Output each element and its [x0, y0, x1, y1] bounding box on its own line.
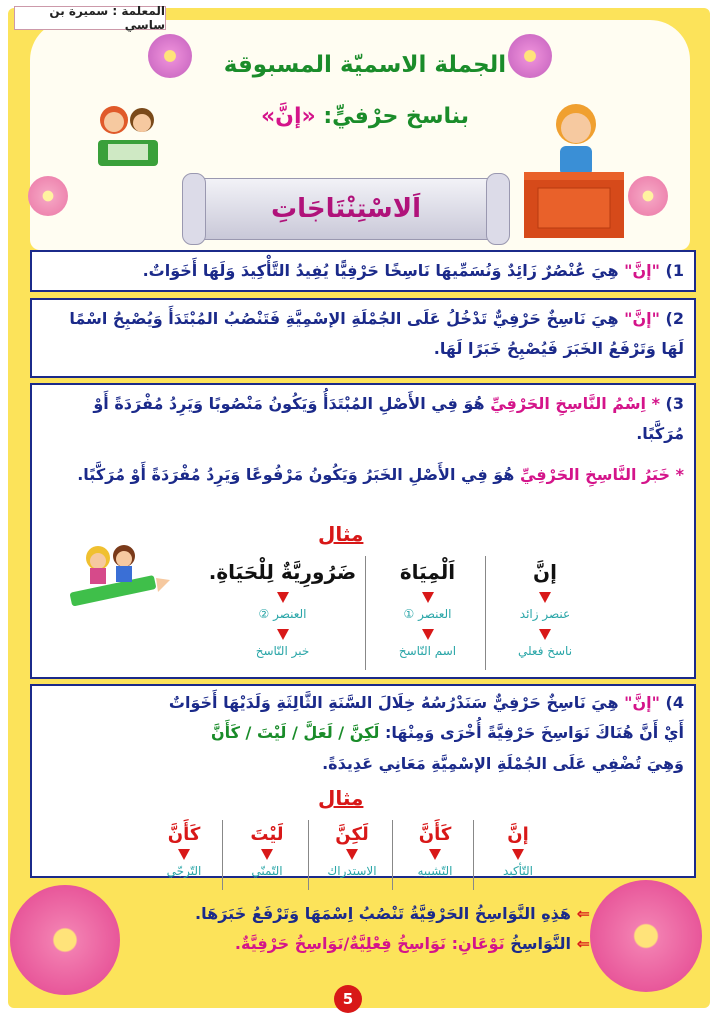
point-number: 2) — [665, 309, 684, 328]
example-2-title: مثال — [318, 786, 364, 810]
point-number: 3) — [665, 394, 684, 413]
example-2-column — [226, 824, 308, 878]
example-1-type: اسم النّاسخ — [398, 644, 457, 658]
example-2-column — [146, 824, 222, 878]
example-2-word: لَيْتَ — [250, 824, 284, 845]
example-1-role: العنصر ② — [258, 607, 307, 621]
page-number: 5 — [334, 985, 362, 1013]
flower-decoration — [28, 176, 68, 216]
inna-sisters-list: لَكِنَّ / لَعَلَّ / لَيْتَ / كَأَنَّ — [211, 723, 380, 743]
noun-of-abrogator-text: هُوَ فِي الأَصْلِ المُبْتَدَأُ وَيَكُونُ مَنْصُوبًا وَيَرِدُ مُفْرَدَةً أَوْ مُرَكَّبًا. — [93, 394, 684, 444]
down-arrow-icon — [146, 845, 222, 864]
keyword-inna: "إنَّ" — [624, 309, 660, 328]
example-1-divider — [485, 556, 486, 670]
example-1-column — [370, 560, 485, 658]
example-2-meaning: التّشبيه — [417, 864, 453, 878]
example-1-role: عنصر زائد — [519, 607, 571, 621]
reading-kids-illustration — [92, 100, 164, 174]
point-text: وَهِيَ تُضْفِي عَلَى الجُمْلَةِ الإسْمِيَّةِ مَعَانِي عَدِيدَةً. — [322, 753, 684, 773]
example-2-meaning: التّمنّي — [251, 864, 283, 878]
point-text: أَيْ أَنَّ هُنَاكَ نَوَاسِخَ حَرْفِيَّةً أُخْرَى وَمِنْهَا: — [385, 723, 684, 743]
subtitle-text: بناسخ حرْفيٍّ: — [323, 104, 470, 129]
example-1-column — [490, 560, 600, 658]
conclusions-banner: اَلاسْتِنْتَاجَاتِ — [195, 178, 497, 240]
subtitle-quote: «إنَّ» — [260, 104, 316, 129]
point-1-box — [30, 250, 696, 292]
example-2-column — [478, 824, 558, 878]
example-2-column — [312, 824, 392, 878]
kids-on-pencil-illustration — [62, 534, 172, 612]
point-number: 1) — [665, 261, 684, 280]
example-2-column — [396, 824, 474, 878]
flower-decoration — [628, 176, 668, 216]
page-title: الجملة الاسميّة المسبوقة — [223, 52, 507, 78]
down-arrow-icon — [490, 588, 600, 607]
down-arrow-icon — [478, 845, 558, 864]
example-1-type: ناسخ فعلي — [517, 644, 573, 658]
example-2-word: لَكِنَّ — [335, 824, 369, 845]
example-2-divider — [222, 820, 223, 890]
flower-decoration — [590, 880, 702, 992]
down-arrow-icon — [370, 625, 485, 644]
footer-line-2 — [150, 934, 590, 953]
example-2-meaning: التّأكيد — [503, 864, 533, 878]
example-2-meaning: التّرجّي — [166, 864, 202, 878]
down-arrow-icon — [370, 588, 485, 607]
page-subtitle — [180, 104, 550, 129]
example-2-meaning: الاستدراك — [327, 864, 377, 878]
footer-text: نَوْعَانِ: نَوَاسِخُ فِعْلِيَّةٌ/نَوَاسِخُ حَرْفِيَّةٌ. — [234, 934, 505, 953]
example-1-word: اَلْمِيَاهَ — [399, 560, 456, 584]
predicate-of-abrogator-text: هُوَ فِي الأَصْلِ الخَبَرُ وَيَكُونُ مَرْفُوعًا وَيَرِدُ مُفْرَدَةً أَوْ مُرَكَّبًا. — [77, 464, 515, 484]
example-2-word: كَأَنَّ — [167, 824, 201, 845]
point-number: 4) — [665, 693, 684, 712]
left-arrow-icon: ⇐ — [576, 934, 590, 953]
keyword-inna: "إنَّ" — [624, 693, 660, 712]
left-arrow-icon: ⇐ — [576, 904, 590, 923]
down-arrow-icon — [200, 625, 365, 644]
example-1-title: مثال — [318, 522, 364, 546]
example-1-type: خبر النّاسخ — [255, 644, 310, 658]
point-text: هِيَ عُنْصُرٌ زَائِدٌ وَنُسَمِّيهَا نَاسِخًا حَرْفِيًّا يُفِيدُ التَّأْكِيدَ وَلَهَا أَخَوَاتٌ. — [142, 261, 619, 280]
point-text: هِيَ نَاسِخٌ حَرْفِيٌّ سَنَدْرُسُهُ خِلَالَ السَّنَةِ الثَّالِثَةِ وَلَدَيْهَا أَخَوَاتٌ — [168, 693, 619, 712]
example-1-word: ضَرُورِيَّةٌ لِلْحَيَاةِ. — [208, 560, 357, 584]
down-arrow-icon — [396, 845, 474, 864]
footer-text: هَذِهِ النَّوَاسِخُ الحَرْفِيَّةُ تَنْصُبُ اِسْمَهَا وَتَرْفَعُ خَبَرَهَا. — [195, 904, 572, 923]
noun-of-abrogator-label: * اِسْمُ النَّاسِخِ الحَرْفِيِّ — [490, 394, 660, 413]
example-1-column — [200, 560, 365, 658]
teacher-name: المعلمة : سميرة بن ساسي — [14, 6, 166, 30]
example-1-word: إنَّ — [533, 560, 557, 584]
down-arrow-icon — [490, 625, 600, 644]
example-1-divider — [365, 556, 366, 670]
down-arrow-icon — [312, 845, 392, 864]
point-text: هِيَ نَاسِخٌ حَرْفِيٌّ تَدْخُلُ عَلَى الجُمْلَةِ الإسْمِيَّةِ فَتَنْصُبُ المُبْتَدَأَ وَيُصْبِحُ اسْمًا لَهَا وَتَرْفَعُ الخَبَرَ فَيُصْبِحُ خَبَرًا لَهَا. — [69, 309, 684, 359]
point-2-box — [30, 298, 696, 378]
example-1-role: العنصر ① — [403, 607, 452, 621]
example-2-word: إنَّ — [507, 824, 529, 845]
flower-decoration — [10, 885, 120, 995]
example-2-divider — [308, 820, 309, 890]
example-2-word: كَأَنَّ — [418, 824, 452, 845]
example-2-divider — [392, 820, 393, 890]
keyword-inna: "إنَّ" — [624, 261, 660, 280]
down-arrow-icon — [200, 588, 365, 607]
predicate-of-abrogator-label: * خَبَرُ النَّاسِخِ الحَرْفِيِّ — [519, 464, 684, 484]
footer-line-1 — [150, 904, 590, 923]
footer-keyword: النَّوَاسِخُ — [510, 934, 572, 953]
down-arrow-icon — [226, 845, 308, 864]
